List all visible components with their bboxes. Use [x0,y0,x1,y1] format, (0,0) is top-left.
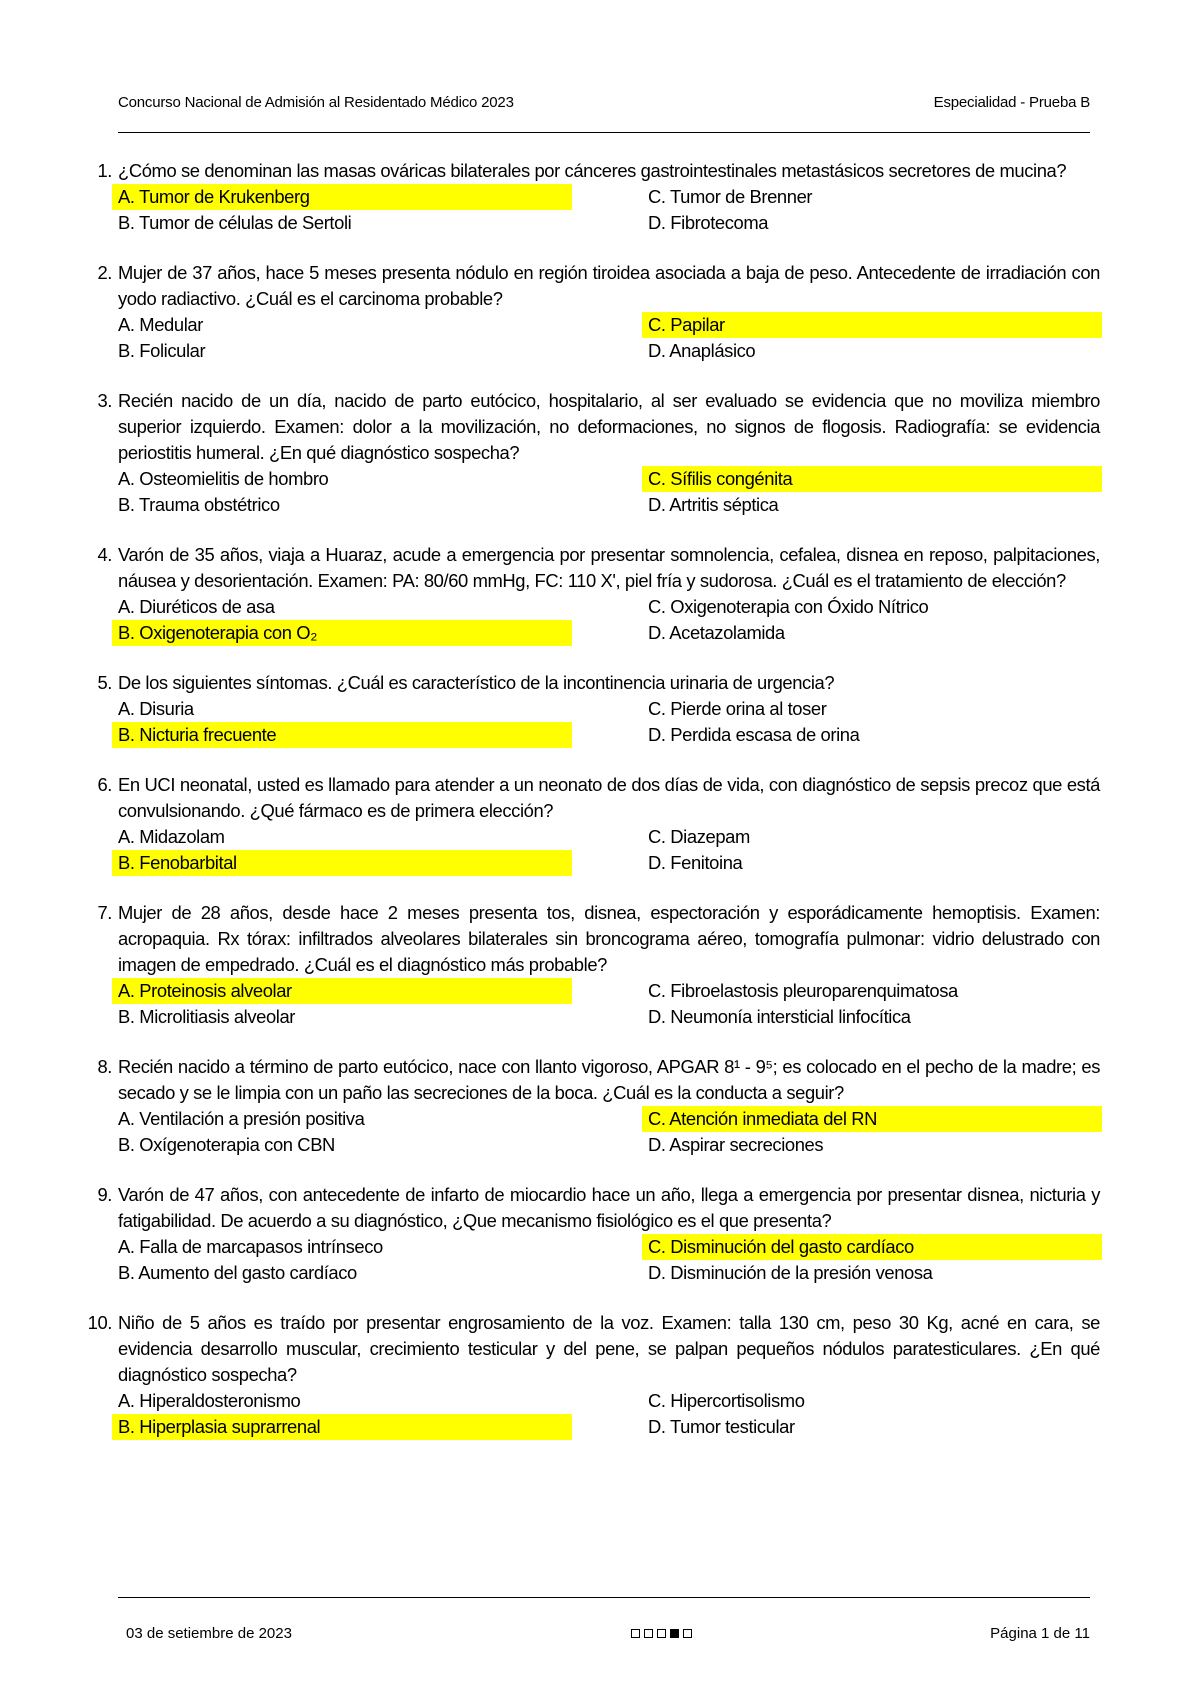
answer-option: A. Hiperaldosteronismo [118,1390,301,1411]
footer-date: 03 de setiembre de 2023 [126,1625,292,1642]
question-1 [84,158,1100,236]
answer-option: D. Artritis séptica [648,494,779,515]
question-stem [84,900,1100,978]
answer-option: B. Microlitiasis alveolar [118,1006,296,1027]
empty-square-icon [644,1629,653,1638]
question-3 [84,388,1100,518]
answer-option: C. Pierde orina al toser [648,698,827,719]
question-stem [84,1310,1100,1388]
question-number: 10. [87,1312,112,1333]
answer-option-highlighted: B. Hiperplasia suprarrenal [112,1414,572,1440]
answer-option: A. Falla de marcapasos intrínseco [118,1236,383,1257]
answer-option-highlighted: A. Proteinosis alveolar [112,978,572,1004]
footer-page-number: Página 1 de 11 [990,1625,1090,1642]
question-number: 7. [97,902,112,923]
answer-option: C. Hipercortisolismo [648,1390,805,1411]
answer-option-highlighted: C. Atención inmediata del RN [642,1106,1102,1132]
answer-option: D. Fenitoina [648,852,743,873]
question-text: Recién nacido a término de parto eutócico, nace con llanto vigoroso, APGAR 8¹ - 9⁵; es colocado en el pecho de la madre; es secado y se le limpia con un paño las secreciones de la boca. ¿Cuál es la conducta a seguir? [118,1056,1100,1103]
answer-option: C. Oxigenoterapia con Óxido Nítrico [648,596,929,617]
answer-option: D. Neumonía intersticial linfocítica [648,1006,911,1027]
answer-option: A. Osteomielitis de hombro [118,468,329,489]
header-exam-version: Especialidad - Prueba B [933,94,1090,111]
question-number: 8. [97,1056,112,1077]
footer-rule [118,1597,1090,1598]
question-number: 5. [97,672,112,693]
answer-options [112,594,1100,646]
answer-option: A. Disuria [118,698,194,719]
answer-option: C. Diazepam [648,826,750,847]
answer-option: A. Diuréticos de asa [118,596,275,617]
answer-option: D. Anaplásico [648,340,756,361]
answer-options [112,1388,1100,1440]
answer-option-highlighted: C. Papilar [642,312,1102,338]
filled-square-icon [670,1629,679,1638]
question-stem [84,1182,1100,1234]
answer-option: D. Perdida escasa de orina [648,724,860,745]
answer-options [112,312,1100,364]
question-stem [84,158,1100,184]
question-number: 4. [97,544,112,565]
question-text: Niño de 5 años es traído por presentar engrosamiento de la voz. Examen: talla 130 cm, peso 30 Kg, acné en cara, se evidencia desarrollo muscular, crecimiento testicular y del pene, se palpan pequeños nódulos paratesticulares. ¿En qué diagnóstico sospecha? [118,1312,1100,1385]
question-stem [84,260,1100,312]
question-7 [84,900,1100,1030]
page-footer [126,1625,1090,1642]
question-text: Mujer de 28 años, desde hace 2 meses presenta tos, disnea, espectoración y esporádicamente hemoptisis. Examen: acropaquia. Rx tórax: infiltrados alveolares bilaterales sin broncograma aéreo, tomografía pulmonar: vidrio delustrado con imagen de empedrado. ¿Cuál es el diagnóstico más probable? [118,902,1100,975]
question-10 [84,1310,1100,1440]
question-text: En UCI neonatal, usted es llamado para atender a un neonato de dos días de vida, con diagnóstico de sepsis precoz que está convulsionando. ¿Qué fármaco es de primera elección? [118,774,1100,821]
footer-markers [631,1629,692,1638]
answer-option: D. Fibrotecoma [648,212,769,233]
question-6 [84,772,1100,876]
answer-option: B. Trauma obstétrico [118,494,280,515]
answer-option: D. Disminución de la presión venosa [648,1262,933,1283]
answer-option: C. Fibroelastosis pleuroparenquimatosa [648,980,958,1001]
empty-square-icon [683,1629,692,1638]
answer-option-highlighted: B. Nicturia frecuente [112,722,572,748]
answer-option-highlighted: B. Oxigenoterapia con O₂ [112,620,572,646]
question-text: Varón de 47 años, con antecedente de infarto de miocardio hace un año, llega a emergencia por presentar disnea, nicturia y fatigabilidad. De acuerdo a su diagnóstico, ¿Que mecanismo fisiológico es el que presenta? [118,1184,1100,1231]
answer-option: B. Tumor de células de Sertoli [118,212,352,233]
answer-options [112,184,1100,236]
answer-option-highlighted: B. Fenobarbital [112,850,572,876]
answer-option: B. Oxígenoterapia con CBN [118,1134,335,1155]
question-list [84,158,1100,1464]
answer-option: D. Acetazolamida [648,622,785,643]
answer-option: C. Tumor de Brenner [648,186,813,207]
answer-option: A. Midazolam [118,826,225,847]
answer-option: A. Medular [118,314,203,335]
answer-option-highlighted: C. Disminución del gasto cardíaco [642,1234,1102,1260]
question-stem [84,388,1100,466]
question-text: ¿Cómo se denominan las masas ováricas bilaterales por cánceres gastrointestinales metastásicos secretores de mucina? [118,160,1067,181]
question-text: Recién nacido de un día, nacido de parto eutócico, hospitalario, al ser evaluado se evidencia que no moviliza miembro superior izquierdo. Examen: dolor a la movilización, no deformaciones, no signos de flogosis. Radiografía: se evidencia periostitis humeral. ¿En qué diagnóstico sospecha? [118,390,1100,463]
question-stem [84,670,1100,696]
question-number: 2. [97,262,112,283]
question-number: 1. [97,160,112,181]
page-header [118,94,1090,111]
empty-square-icon [657,1629,666,1638]
question-2 [84,260,1100,364]
answer-options [112,466,1100,518]
answer-options [112,1234,1100,1286]
answer-option: D. Tumor testicular [648,1416,795,1437]
answer-options [112,978,1100,1030]
question-4 [84,542,1100,646]
question-number: 9. [97,1184,112,1205]
header-title: Concurso Nacional de Admisión al Residentado Médico 2023 [118,94,514,111]
answer-option-highlighted: C. Sífilis congénita [642,466,1102,492]
question-stem [84,1054,1100,1106]
answer-option: D. Aspirar secreciones [648,1134,824,1155]
answer-options [112,696,1100,748]
question-5 [84,670,1100,748]
question-9 [84,1182,1100,1286]
answer-option: A. Ventilación a presión positiva [118,1108,365,1129]
empty-square-icon [631,1629,640,1638]
answer-options [112,1106,1100,1158]
question-8 [84,1054,1100,1158]
answer-option: B. Folicular [118,340,206,361]
header-rule [118,132,1090,133]
question-stem [84,772,1100,824]
question-text: Mujer de 37 años, hace 5 meses presenta nódulo en región tiroidea asociada a baja de peso. Antecedente de irradiación con yodo radiactivo. ¿Cuál es el carcinoma probable? [118,262,1100,309]
question-text: Varón de 35 años, viaja a Huaraz, acude a emergencia por presentar somnolencia, cefalea, disnea en reposo, palpitaciones, náusea y desorientación. Examen: PA: 80/60 mmHg, FC: 110 X', piel fría y sudorosa. ¿Cuál es el tratamiento de elección? [118,544,1100,591]
answer-option: B. Aumento del gasto cardíaco [118,1262,357,1283]
question-text: De los siguientes síntomas. ¿Cuál es característico de la incontinencia urinaria de urgencia? [118,672,835,693]
question-number: 6. [97,774,112,795]
answer-options [112,824,1100,876]
question-stem [84,542,1100,594]
answer-option-highlighted: A. Tumor de Krukenberg [112,184,572,210]
question-number: 3. [97,390,112,411]
